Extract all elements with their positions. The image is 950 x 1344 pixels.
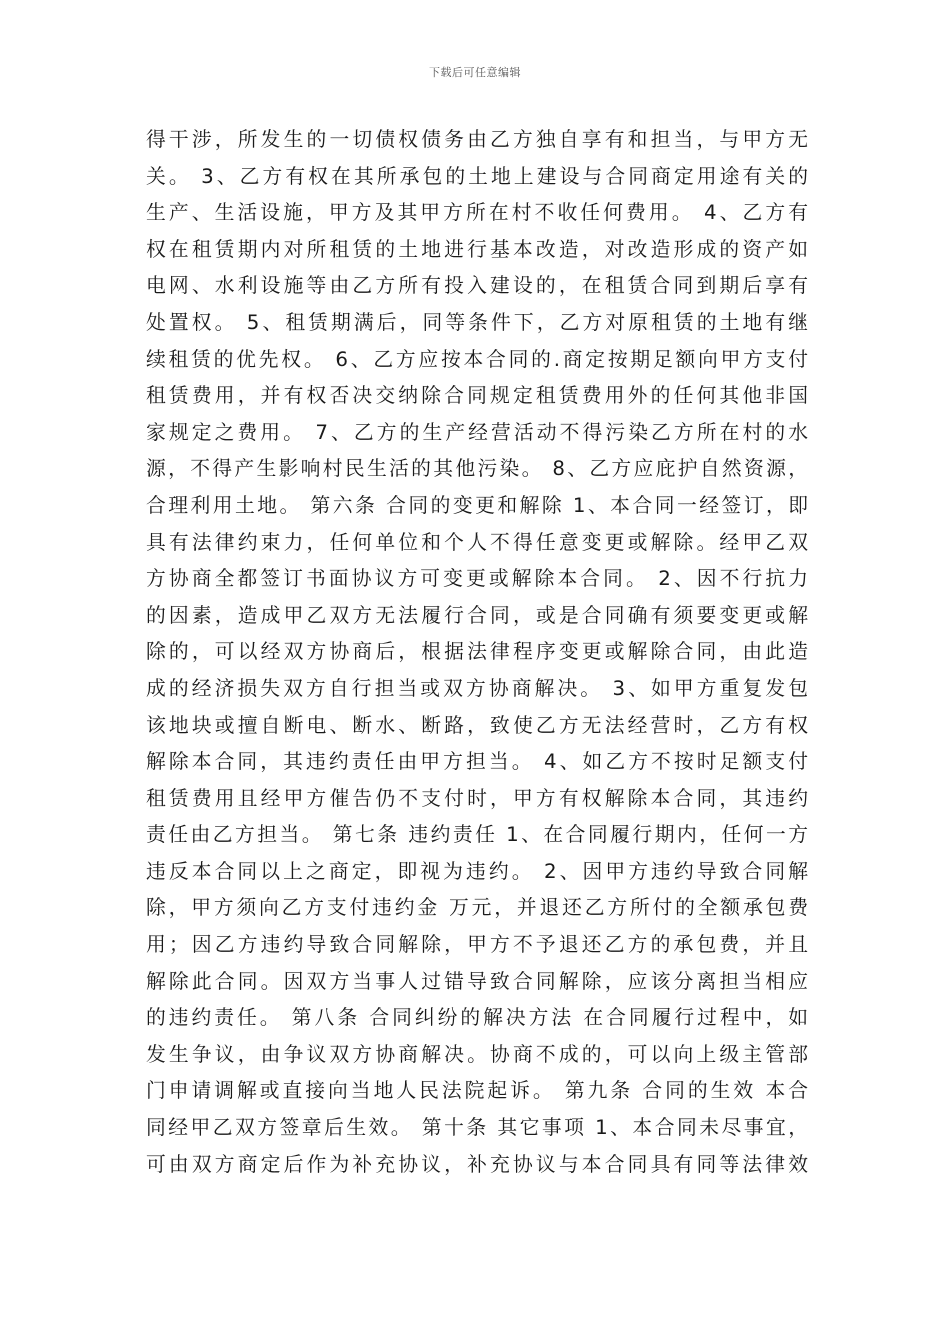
text-line: 门申请调解或直接向当地人民法院起诉。 第九条 合同的生效 本合 [146,1079,808,1103]
text-line: 权在租赁期内对所租赁的土地进行基本改造，对改造形成的资产如 [146,237,808,261]
text-line: 电网、水利设施等由乙方所有投入建设的，在租赁合同到期后享有 [146,274,808,298]
text-line: 生产、生活设施，甲方及其甲方所在村不收任何费用。 4、乙方有 [146,201,808,225]
text-line: 具有法律约束力，任何单位和个人不得任意变更或解除。经甲乙双 [146,530,808,554]
text-line: 除，甲方须向乙方支付违约金 万元，并退还乙方所付的全额承包费 [146,896,808,920]
text-line: 该地块或擅自断电、断水、断路，致使乙方无法经营时，乙方有权 [146,713,808,737]
text-line: 的违约责任。 第八条 合同纠纷的解决方法 在合同履行过程中，如 [146,1006,808,1030]
text-line: 得干涉，所发生的一切债权债务由乙方独自享有和担当，与甲方无 [146,128,808,151]
page-header: 下载后可任意编辑 [429,66,521,79]
text-line: 租赁费用，并有权否决交纳除合同规定租赁费用外的任何其他非国 [146,384,808,408]
text-line: 解除本合同，其违约责任由甲方担当。 4、如乙方不按时足额支付 [146,750,808,774]
text-line: 用；因乙方违约导致合同解除，甲方不予退还乙方的承包费，并且 [146,933,808,957]
text-line: 发生争议，由争议双方协商解决。协商不成的，可以向上级主管部 [146,1042,808,1066]
text-line: 关。 3、乙方有权在其所承包的土地上建设与合同商定用途有关的 [146,164,808,188]
text-line: 违反本合同以上之商定，即视为违约。 2、因甲方违约导致合同解 [146,859,808,883]
text-line: 租赁费用且经甲方催告仍不支付时，甲方有权解除本合同，其违约 [146,786,808,810]
text-line: 的因素，造成甲乙双方无法履行合同，或是合同确有须要变更或解 [146,603,808,627]
text-line: 成的经济损失双方自行担当或双方协商解决。 3、如甲方重复发包 [146,676,808,700]
text-line: 责任由乙方担当。 第七条 违约责任 1、在合同履行期内，任何一方 [146,823,808,847]
text-line: 处置权。 5、租赁期满后，同等条件下，乙方对原租赁的土地有继 [146,310,808,334]
text-line: 同经甲乙双方签章后生效。 第十条 其它事项 1、本合同未尽事宜， [146,1116,808,1140]
text-line: 方协商全都签订书面协议方可变更或解除本合同。 2、因不行抗力 [146,567,808,591]
document-body [146,122,808,1183]
text-line: 除的，可以经双方协商后，根据法律程序变更或解除合同，由此造 [146,640,808,664]
text-line: 续租赁的优先权。 6、乙方应按本合同的.商定按期足额向甲方支付 [146,347,808,371]
text-line: 可由双方商定后作为补充协议，补充协议与本合同具有同等法律效 [146,1152,808,1176]
text-line: 源，不得产生影响村民生活的其他污染。 8、乙方应庇护自然资源， [146,457,808,481]
text-line: 家规定之费用。 7、乙方的生产经营活动不得污染乙方所在村的水 [146,420,808,444]
text-line: 解除此合同。因双方当事人过错导致合同解除，应该分离担当相应 [146,969,808,993]
text-line: 合理利用土地。 第六条 合同的变更和解除 1、本合同一经签订，即 [146,493,808,517]
